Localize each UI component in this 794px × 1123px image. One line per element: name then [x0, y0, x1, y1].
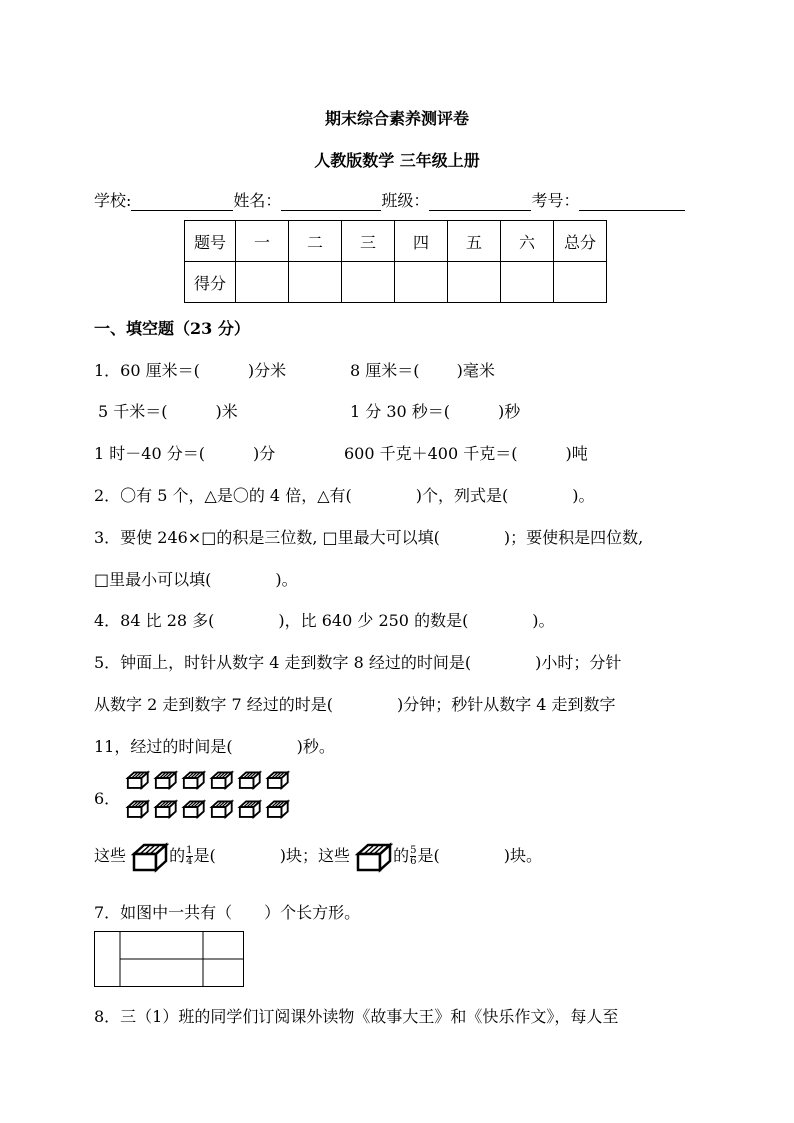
score-table-cell: 四	[395, 221, 448, 262]
q8-text: 8．三（1）班的同学们订阅课外读物《故事大王》和《快乐作文》，每人至	[94, 1007, 619, 1026]
school-label: 学校:	[94, 191, 132, 210]
eraser-icon	[184, 772, 204, 788]
name-blank[interactable]	[281, 194, 381, 211]
q6-part5: 是( )块。	[417, 846, 542, 865]
eraser-icon	[212, 772, 232, 788]
score-input-cell[interactable]	[342, 262, 395, 303]
eraser-icon	[128, 772, 148, 788]
score-table-cell: 五	[448, 221, 501, 262]
q1-line2a: 5 千米＝( )米	[98, 402, 238, 421]
fraction-denominator: 4	[186, 856, 193, 867]
q4-text: 4．84 比 28 多( )，比 640 少 250 的数是( )。	[94, 611, 555, 630]
q1-line1b: 8 厘米＝( )毫米	[350, 361, 495, 380]
score-input-cell[interactable]	[554, 262, 607, 303]
score-table-cell: 题号	[185, 221, 236, 262]
q1-line3a: 1 时－40 分＝( )分	[94, 444, 276, 463]
score-input-cell[interactable]	[236, 262, 289, 303]
score-table-cell: 六	[501, 221, 554, 262]
q6-part4: 的	[393, 846, 410, 865]
class-blank[interactable]	[429, 194, 531, 211]
q3-line1: 3．要使 246×□的积是三位数, □里最大可以填( )；要使积是四位数,	[94, 528, 644, 547]
q7-text: 7．如图中一共有（ ）个长方形。	[94, 903, 361, 922]
eraser-grid-svg	[124, 768, 304, 822]
q1-line2b: 1 分 30 秒＝( )秒	[350, 402, 521, 421]
score-table-cell: 二	[289, 221, 342, 262]
eraser-icon	[240, 772, 260, 788]
fraction-denominator: 6	[410, 856, 417, 867]
q6-part2: 的	[169, 846, 186, 865]
eraser-icon	[156, 801, 176, 817]
eraser-icon	[268, 772, 288, 788]
score-table-header-row	[185, 221, 607, 262]
eraser-icon	[131, 841, 169, 873]
score-input-cell[interactable]	[448, 262, 501, 303]
q5-line3: 11，经过的时间是( )秒。	[94, 737, 335, 756]
score-row-label: 得分	[185, 262, 236, 303]
school-blank[interactable]	[131, 194, 233, 211]
exam-title: 期末综合素养测评卷	[324, 109, 469, 128]
eraser-icon	[240, 801, 260, 817]
rectangle-figure	[94, 931, 244, 987]
score-table-score-row	[185, 262, 607, 303]
eraser-icon	[212, 801, 232, 817]
fraction-numerator: 1	[186, 845, 193, 856]
student-info-line	[94, 188, 685, 211]
eraser-icon	[184, 801, 204, 817]
q1-line3b: 600 千克＋400 千克＝( )吨	[344, 444, 588, 463]
score-input-cell[interactable]	[501, 262, 554, 303]
score-table-cell: 一	[236, 221, 289, 262]
section-heading: 一、填空题（23 分）	[94, 319, 250, 338]
q1-line1a: 1．60 厘米＝( )分米	[94, 361, 287, 380]
exam-subtitle: 人教版数学 三年级上册	[314, 151, 480, 170]
eraser-icon	[128, 801, 148, 817]
q6-part1: 这些	[94, 846, 127, 865]
score-input-cell[interactable]	[289, 262, 342, 303]
score-table-cell: 三	[342, 221, 395, 262]
eraser-icon	[355, 841, 393, 873]
exam-number-label: 考号：	[531, 191, 580, 210]
eraser-icon	[156, 772, 176, 788]
score-table	[184, 220, 607, 303]
class-label: 班级：	[381, 191, 430, 210]
q6-part3: 是( )块；这些	[193, 846, 350, 865]
score-table-cell: 总分	[554, 221, 607, 262]
eraser-grid	[124, 768, 304, 822]
score-input-cell[interactable]	[395, 262, 448, 303]
q3-line2: □里最小可以填( )。	[94, 570, 298, 589]
q2-text: 2．〇有 5 个，△是〇的 4 倍，△有( )个，列式是( )。	[94, 486, 595, 505]
fraction-numerator: 5	[410, 845, 417, 856]
name-label: 姓名：	[233, 191, 282, 210]
q5-line1: 5．钟面上，时针从数字 4 走到数字 8 经过的时间是( )小时；分针	[94, 653, 622, 672]
fraction-one-quarter	[186, 846, 192, 867]
fraction-five-sixths	[410, 846, 416, 867]
q6-number: 6．	[94, 789, 121, 808]
q6-sentence	[94, 838, 542, 874]
q5-line2: 从数字 2 走到数字 7 经过的时是( )分钟；秒针从数字 4 走到数字	[94, 695, 616, 714]
eraser-icon	[268, 801, 288, 817]
exam-number-blank[interactable]	[579, 194, 685, 211]
